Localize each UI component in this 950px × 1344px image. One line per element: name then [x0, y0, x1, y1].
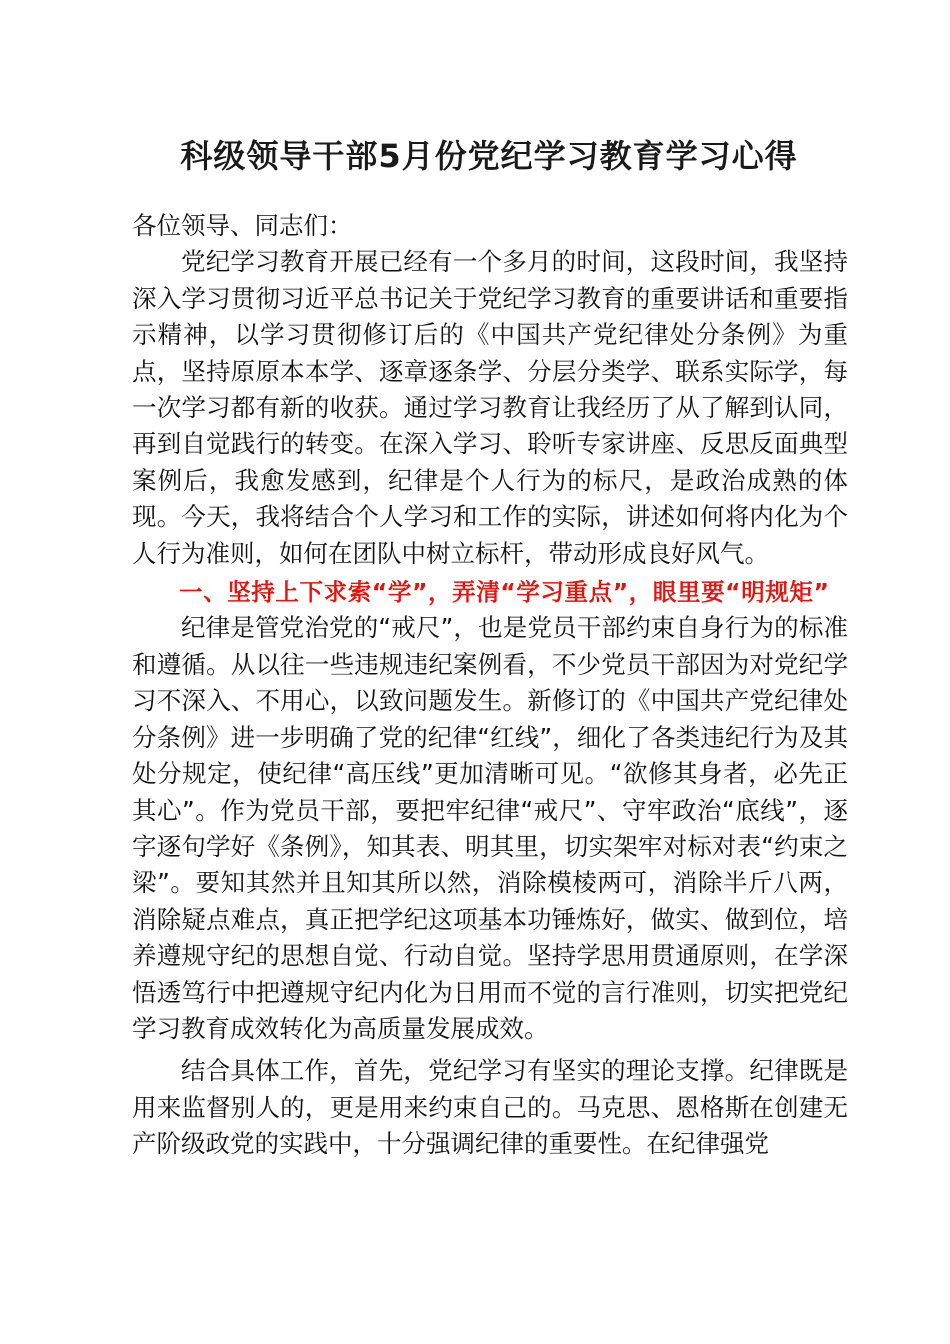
section-heading-1: 一、坚持上下求索“学”，弄清“学习重点”，眼里要“明规矩”	[179, 578, 830, 607]
paragraph-work: 结合具体工作，首先，党纪学习有坚实的理论支撑。纪律既是用来监督别人的，更是用来约束自己的。马克思、恩格斯在创建无产阶级政党的实践中，十分强调纪律的重要性。在纪律强党	[132, 1056, 848, 1159]
paragraph-intro: 党纪学习教育开展已经有一个多月的时间，这段时间，我坚持深入学习贯彻习近平总书记关于党纪学习教育的重要讲话和重要指示精神，以学习贯彻修订后的《中国共产党纪律处分条例》为重点，坚持原原本本学、逐章逐条学、分层分类学、联系实际学，每一次学习都有新的收获。通过学习教育让我经历了从了解到认同，再到自觉践行的转变。在深入学习、聆听专家讲座、反思反面典型案例后，我愈发感到，纪律是个人行为的标尺，是政治成熟的体现。今天，我将结合个人学习和工作的实际，讲述如何将内化为个人行为准则，如何在团队中树立标杆，带动形成良好风气。	[132, 247, 848, 568]
document-title: 科级领导干部5月份党纪学习教育学习心得	[180, 137, 798, 175]
document-page	[132, 134, 848, 1163]
paragraph-discipline: 纪律是管党治党的“戒尺”，也是党员干部约束自身行为的标准和遵循。从以往一些违规违纪案例看，不少党员干部因为对党纪学习不深入、不用心，以致问题发生。新修订的《中国共产党纪律处分条例》进一步明确了党的纪律“红线”，细化了各类违纪行为及其处分规定，使纪律“高压线”更加清晰可见。“欲修其身者，必先正其心”。作为党员干部，要把牢纪律“戒尺”、守牢政治“底线”，逐字逐句学好《条例》，知其表、明其里，切实架牢对标对表“约束之梁”。要知其然并且知其所以然，消除模棱两可，消除半斤八两，消除疑点难点，真正把学纪这项基本功锤炼好，做实、做到位，培养遵规守纪的思想自觉、行动自觉。坚持学思用贯通原则，在学深悟透笃行中把遵规守纪内化为日用而不觉的言行准则，切实把党纪学习教育成效转化为高质量发展成效。	[132, 613, 848, 1043]
greeting: 各位领导、同志们：	[132, 211, 353, 240]
